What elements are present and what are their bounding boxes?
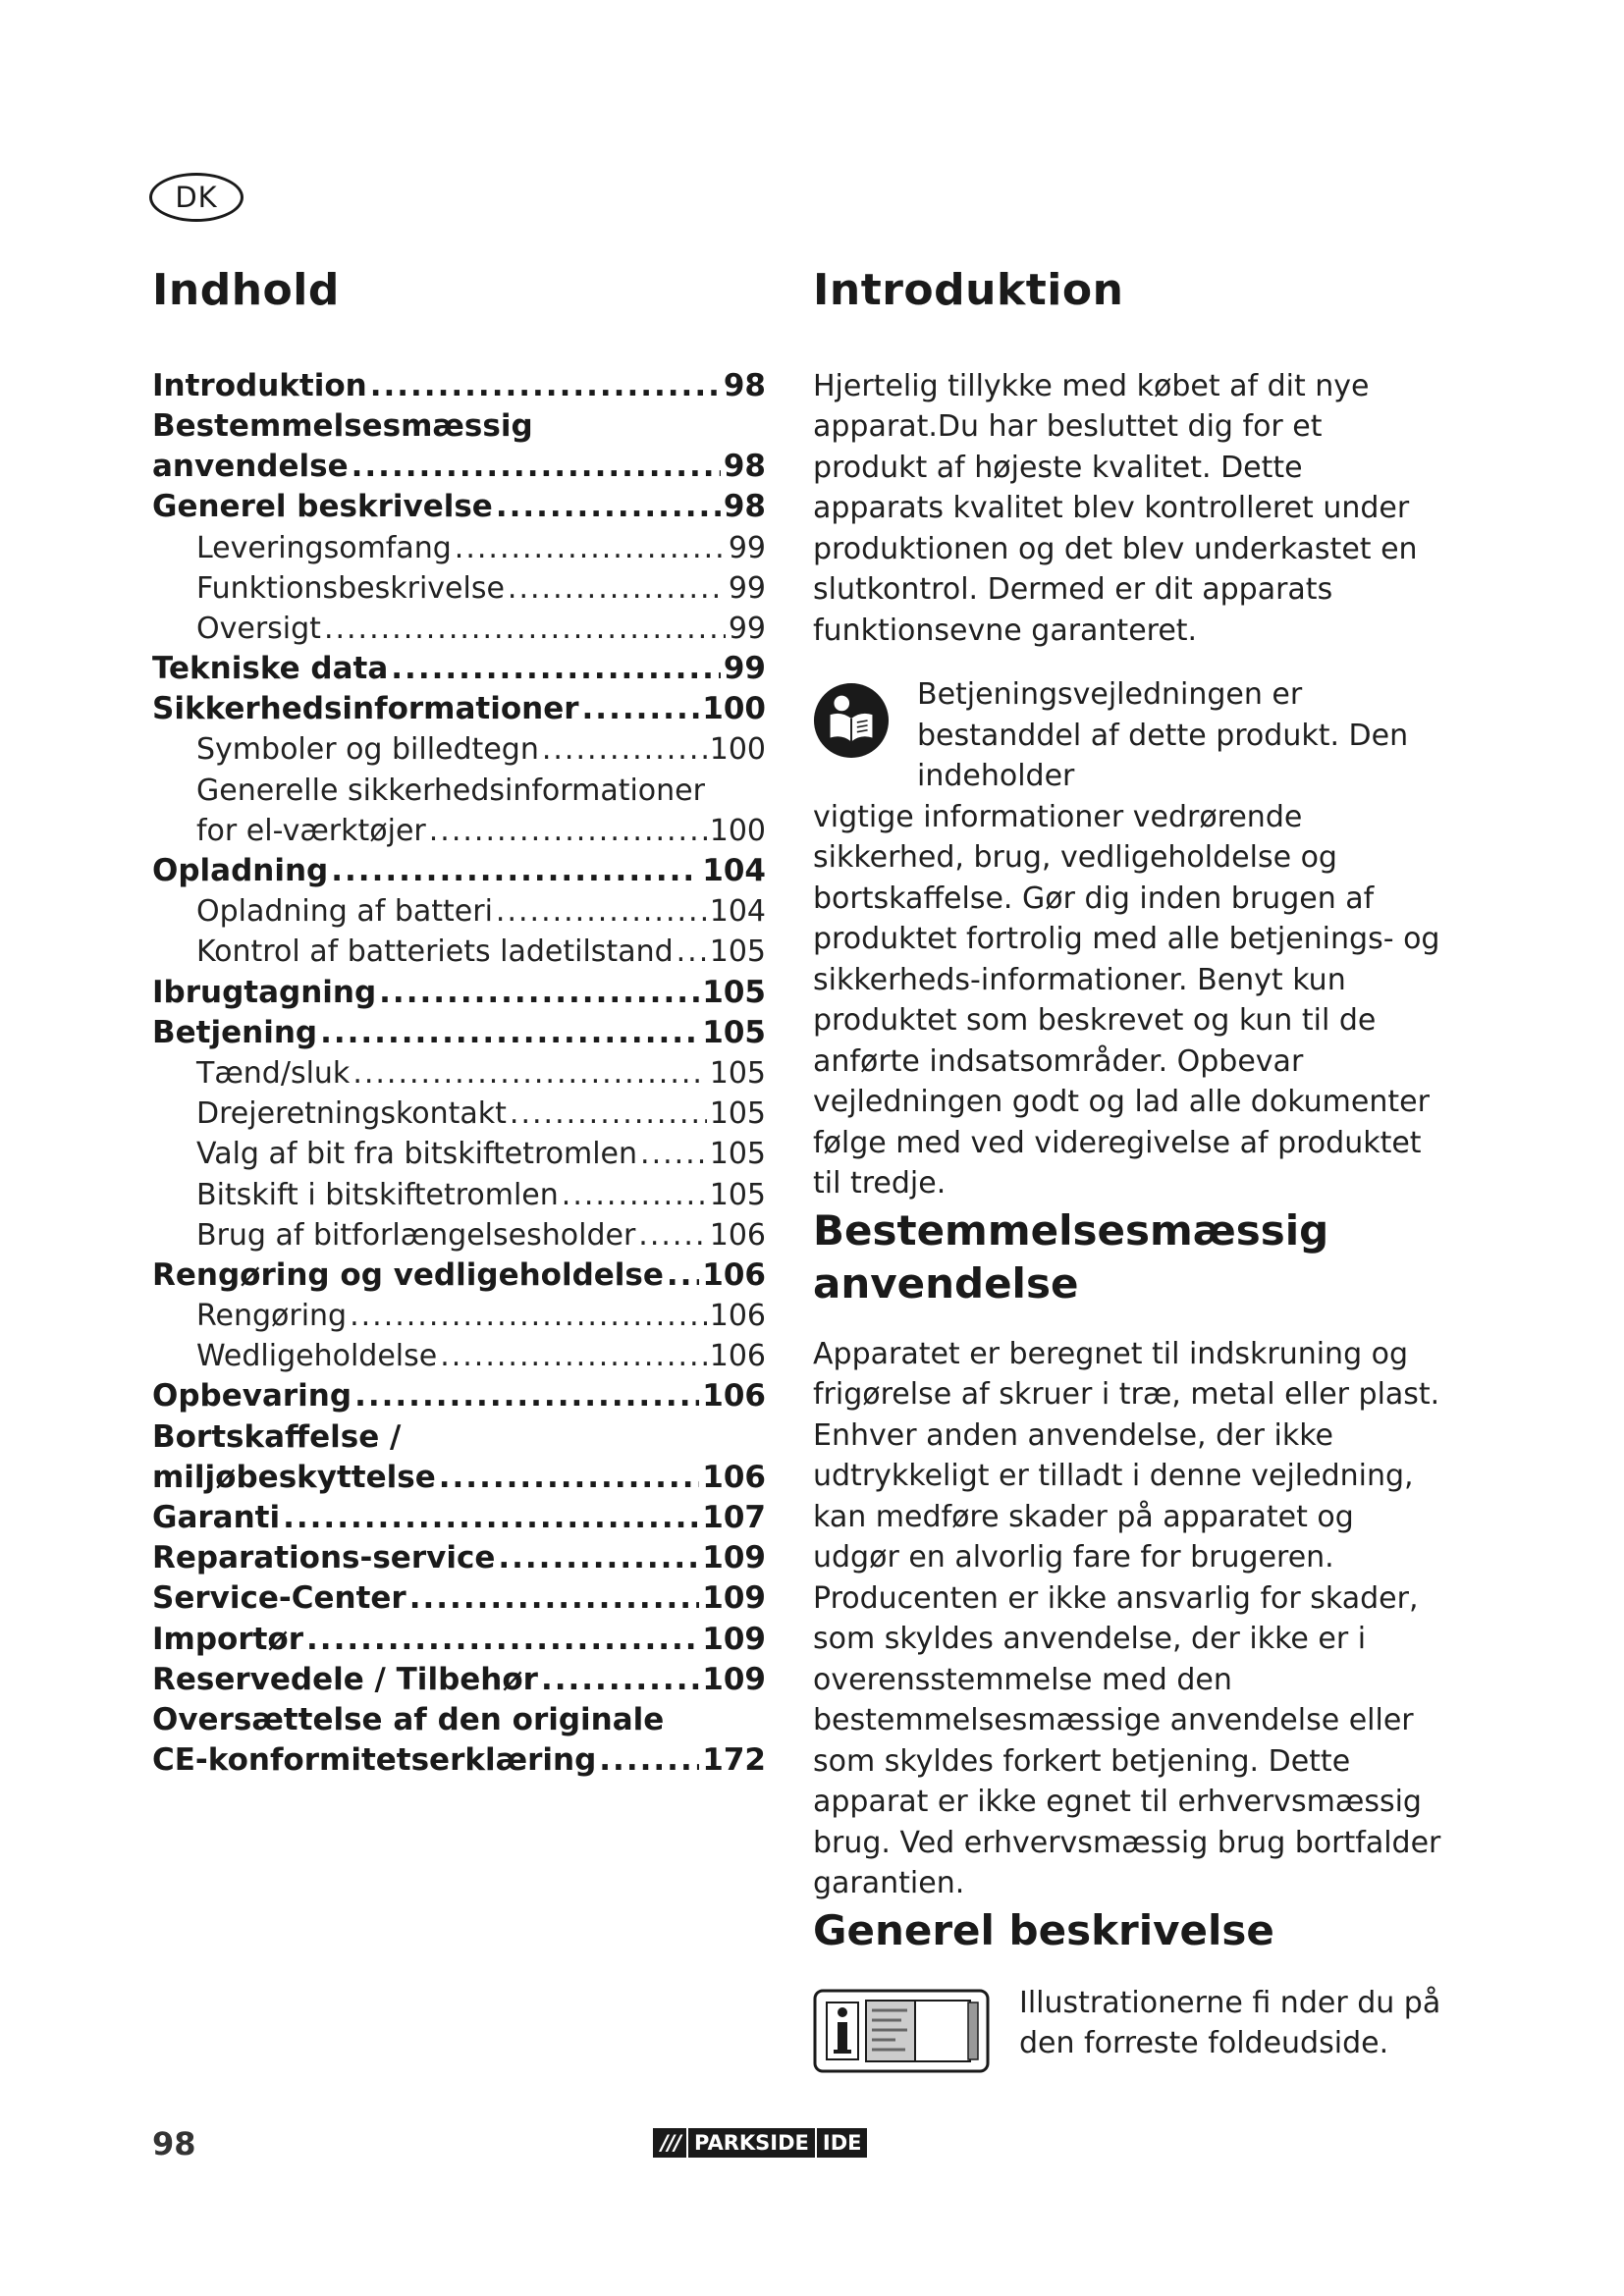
toc-entry-page: 105 xyxy=(709,1096,766,1132)
toc-entry xyxy=(152,1498,766,1538)
general-description-title: Generel beskrivelse xyxy=(813,1905,1274,1954)
toc-entry-title: Service-Center xyxy=(152,1580,406,1617)
toc-entry-page: 172 xyxy=(702,1742,766,1779)
toc-entry-page: 106 xyxy=(702,1256,766,1293)
introduction-text: Hjertelig tillykke med købet af dit nye apparat.Du har besluttet dig for et produkt af højeste kvalitet. Dette apparats kvalitet blev kontrolleret under produktionen og det blev underkastet en slutkontrol. Dermed er dit apparats funktionsevne garanteret. xyxy=(813,368,1418,648)
general-description-text: Illustrationerne fi nder du på den forreste foldeudside. xyxy=(1019,1985,1441,2061)
toc-entry-title: Rengøring xyxy=(196,1299,348,1334)
toc-entry-page: 99 xyxy=(723,651,766,687)
toc-leader-dots xyxy=(439,1458,700,1498)
toc-entry xyxy=(152,1255,766,1296)
intended-use-text: Apparatet er beregnet til indskruning og frigørelse af skruer i træ, metal eller plast. Enhver anden anvendelse, der ikke udtrykkeligt er tilladt i denne vejledning, kan medføre skader på apparatet og udgør en alvorlig fare for brugeren. Producenten er ikke ansvarlig for skader, som skyldes anvendelse, der ikke er i overensstemmelse med den bestemmelsesmæssige anvendelse eller som skyldes forkert betjening. Dette apparat er ikke egnet til erhvervsmæssig brug. Ved erhvervsmæssig brug bortfalder garantien. xyxy=(813,1336,1441,1901)
toc-entry-page: 105 xyxy=(702,974,766,1010)
toc-leader-dots xyxy=(352,1053,706,1094)
toc-entry xyxy=(152,1376,766,1416)
toc-entry xyxy=(152,973,766,1013)
toc-entry-page: 99 xyxy=(728,530,766,565)
toc-entry-title: Opladning xyxy=(152,853,329,889)
toc-entry-title: Oversigt xyxy=(196,611,321,646)
toc-leader-dots xyxy=(599,1740,699,1781)
brand-suffix: IDE xyxy=(815,2128,868,2158)
toc-subentry xyxy=(152,932,766,972)
brand-logo xyxy=(653,2128,867,2158)
toc-entry-title: Bestemmelsesmæssig xyxy=(152,407,533,444)
toc-entry-page: 106 xyxy=(709,1217,766,1253)
toc-leader-dots xyxy=(350,1296,707,1336)
toc-entry-title: Bitskift i bitskiftetromlen xyxy=(196,1177,559,1212)
toc-entry-page: 100 xyxy=(709,813,766,848)
toc-entry xyxy=(152,487,766,527)
toc-entry-title: Generel beskrivelse xyxy=(152,489,493,525)
toc-entry-page: 106 xyxy=(709,1339,766,1374)
toc-subentry xyxy=(152,528,766,568)
toc-entry xyxy=(152,1538,766,1578)
toc-entry-title: Generelle sikkerhedsinformationer xyxy=(196,773,705,808)
language-badge: DK xyxy=(149,173,244,222)
toc-entry-title: Rengøring og vedligeholdelse xyxy=(152,1256,664,1293)
toc-leader-dots xyxy=(496,891,707,932)
toc-leader-dots xyxy=(409,1578,700,1619)
toc-entry-title: Ibrugtagning xyxy=(152,974,377,1010)
toc-entry-title: Opladning af batteri xyxy=(196,894,493,930)
toc-entry-title: Oversættelse af den originale xyxy=(152,1701,665,1737)
toc-entry-title: Tænd/sluk xyxy=(196,1055,351,1091)
toc-leader-dots xyxy=(498,1538,699,1578)
toc-entry-page: 109 xyxy=(702,1540,766,1576)
toc-subentry xyxy=(152,1215,766,1255)
toc-entry-title: Introduktion xyxy=(152,367,367,403)
toc-leader-dots xyxy=(331,851,699,891)
toc-subentry xyxy=(152,568,766,609)
toc-entry xyxy=(152,1458,766,1498)
contents-title: Indhold xyxy=(152,265,340,315)
toc-subentry xyxy=(152,1094,766,1134)
brand-name: PARKSIDE xyxy=(686,2128,815,2158)
contents-column xyxy=(152,265,766,1781)
toc-leader-dots xyxy=(667,1255,699,1296)
toc-entry-title: Leveringsomfang xyxy=(196,530,452,565)
toc-entry-title: Reparations-service xyxy=(152,1540,496,1576)
toc-entry-title: Bortskaffelse / xyxy=(152,1418,402,1455)
toc-leader-dots xyxy=(306,1620,699,1660)
toc-entry-page: 105 xyxy=(709,1137,766,1172)
toc-entry-page: 99 xyxy=(728,611,766,646)
toc-entry xyxy=(152,851,766,891)
toc-leader-dots xyxy=(496,487,721,527)
toc-subentry xyxy=(152,1134,766,1174)
toc-entry-page: 104 xyxy=(709,894,766,930)
toc-leader-dots xyxy=(354,1376,699,1416)
intended-use-title-line2: anvendelse xyxy=(813,1258,1079,1308)
toc-leader-dots xyxy=(429,811,707,851)
main-column xyxy=(813,265,1441,2077)
toc-entry-page: 98 xyxy=(723,449,766,485)
intended-use-title-line1: Bestemmelsesmæssig xyxy=(813,1205,1329,1255)
toc-entry-page: 109 xyxy=(702,1661,766,1697)
toc-entry-title: Tekniske data xyxy=(152,651,389,687)
toc-entry-page: 99 xyxy=(728,570,766,606)
toc-subentry xyxy=(152,1053,766,1094)
toc-entry-page: 106 xyxy=(709,1299,766,1334)
toc-entry-title: for el-værktøjer xyxy=(196,813,426,848)
table-of-contents xyxy=(152,366,766,1782)
general-description-note xyxy=(813,1979,1441,2077)
toc-entry-page: 109 xyxy=(702,1580,766,1617)
toc-subentry xyxy=(152,771,766,811)
toc-entry xyxy=(152,366,766,406)
toc-entry-page: 105 xyxy=(709,1055,766,1091)
toc-subentry xyxy=(152,1336,766,1376)
toc-entry-page: 100 xyxy=(709,732,766,768)
toc-entry-page: 105 xyxy=(702,1014,766,1050)
manual-notice xyxy=(813,674,1441,1204)
toc-leader-dots xyxy=(677,932,707,972)
toc-subentry xyxy=(152,729,766,770)
toc-entry xyxy=(152,1620,766,1660)
toc-entry-title: miljøbeskyttelse xyxy=(152,1459,436,1495)
toc-leader-dots xyxy=(542,729,707,770)
info-foldout-icon xyxy=(813,1989,990,2073)
toc-entry-page: 109 xyxy=(702,1621,766,1657)
toc-leader-dots xyxy=(391,649,721,689)
read-manual-icon xyxy=(813,682,890,759)
toc-leader-dots xyxy=(508,568,726,609)
toc-entry xyxy=(152,1660,766,1700)
toc-entry-title: Opbevaring xyxy=(152,1378,352,1415)
toc-entry-page: 104 xyxy=(702,853,766,889)
toc-entry-title: Brug af bitforlængelsesholder xyxy=(196,1217,636,1253)
toc-entry-page: 106 xyxy=(702,1378,766,1415)
toc-entry xyxy=(152,406,766,447)
toc-entry-page: 107 xyxy=(702,1500,766,1536)
toc-leader-dots xyxy=(582,689,700,729)
toc-entry xyxy=(152,1578,766,1619)
toc-leader-dots xyxy=(283,1498,699,1538)
toc-entry-title: anvendelse xyxy=(152,449,349,485)
toc-entry-title: Garanti xyxy=(152,1500,281,1536)
toc-leader-dots xyxy=(440,1336,707,1376)
toc-entry-title: Funktionsbeskrivelse xyxy=(196,570,505,606)
toc-subentry xyxy=(152,891,766,932)
toc-entry-page: 100 xyxy=(702,691,766,727)
toc-entry xyxy=(152,1700,766,1740)
toc-leader-dots xyxy=(510,1094,707,1134)
toc-entry-title: CE-konformitetserklæring xyxy=(152,1742,597,1779)
toc-subentry xyxy=(152,609,766,649)
toc-leader-dots xyxy=(379,973,699,1013)
toc-leader-dots xyxy=(640,1134,707,1174)
toc-entry-page: 105 xyxy=(709,1177,766,1212)
toc-subentry xyxy=(152,1296,766,1336)
toc-entry-title: Sikkerhedsinformationer xyxy=(152,691,579,727)
toc-entry xyxy=(152,1417,766,1458)
toc-entry-page: 98 xyxy=(723,489,766,525)
toc-entry-title: Valg af bit fra bitskiftetromlen xyxy=(196,1137,638,1172)
toc-entry xyxy=(152,447,766,487)
toc-entry-page: 106 xyxy=(702,1459,766,1495)
manual-notice-text: Betjeningsvejledningen er bestanddel af dette produkt. Den indeholder vigtige informationer vedrørende sikkerhed, brug, vedligeholdelse og bortskaffelse. Gør dig inden brugen af produktet fortrolig med alle betjenings- og sikkerheds-informationer. Benyt kun produktet som beskrevet og kun til de anførte indsatsområder. Opbevar vejledningen godt og lad alle dokumenter følge med ved videregivelse af produktet til tredje. xyxy=(813,677,1440,1201)
toc-entry-page: 98 xyxy=(723,367,766,403)
toc-leader-dots xyxy=(562,1175,707,1215)
toc-entry xyxy=(152,649,766,689)
toc-entry-title: Reservedele / Tilbehør xyxy=(152,1661,538,1697)
toc-entry-title: Betjening xyxy=(152,1014,318,1050)
toc-entry-title: Kontrol af batteriets ladetilstand xyxy=(196,934,674,970)
toc-leader-dots xyxy=(352,447,721,487)
toc-leader-dots xyxy=(541,1660,699,1700)
intended-use-title xyxy=(813,1204,1441,1310)
toc-entry-title: Drejeretningskontakt xyxy=(196,1096,507,1132)
toc-leader-dots xyxy=(370,366,721,406)
toc-entry xyxy=(152,689,766,729)
toc-subentry xyxy=(152,811,766,851)
brand-slashes: /// xyxy=(661,2131,681,2155)
introduction-title: Introduktion xyxy=(813,265,1124,315)
toc-entry xyxy=(152,1013,766,1053)
page-number: 98 xyxy=(152,2125,196,2163)
toc-entry-title: Importør xyxy=(152,1621,304,1657)
toc-leader-dots xyxy=(324,609,726,649)
toc-leader-dots xyxy=(638,1215,706,1255)
toc-entry-page: 105 xyxy=(709,934,766,970)
toc-subentry xyxy=(152,1175,766,1215)
toc-leader-dots xyxy=(455,528,726,568)
toc-entry-title: Symboler og billedtegn xyxy=(196,732,539,768)
toc-leader-dots xyxy=(320,1013,699,1053)
toc-entry-title: Wedligeholdelse xyxy=(196,1339,438,1374)
toc-entry xyxy=(152,1740,766,1781)
